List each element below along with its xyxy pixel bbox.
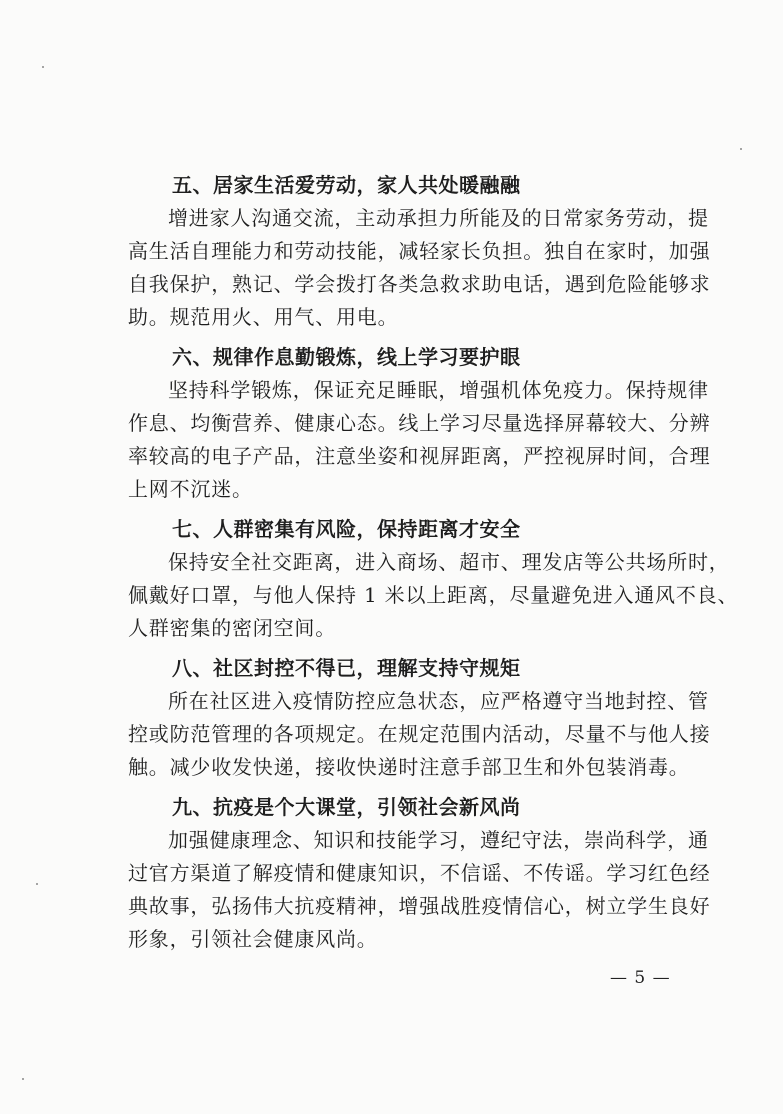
section-heading: 九、抗疫是个大课堂，引领社会新风尚 (172, 795, 521, 819)
section-8 (128, 652, 711, 784)
section-7 (128, 513, 739, 645)
section-paragraph (128, 824, 711, 956)
paragraph-line: 佩戴好口罩，与他人保持 1 米以上距离，尽量避免进入通风不良、 (128, 583, 739, 607)
paragraph-line: 上网不沉迷。 (128, 477, 253, 501)
paragraph-line: 触。减少收发快递，接收快递时注意手部卫生和外包装消毒。 (128, 755, 690, 779)
paragraph-line: 保持安全社交距离，进入商场、超市、理发店等公共场所时， (168, 550, 730, 574)
paragraph-line: 过官方渠道了解疫情和健康知识，不信谣、不传谣。学习红色经 (128, 861, 711, 885)
paragraph-line: 坚持科学锻炼，保证充足睡眠，增强机体免疫力。保持规律 (168, 378, 709, 402)
paragraph-line: 形象，引领社会健康风尚。 (128, 927, 378, 951)
paragraph-line: 控或防范管理的各项规定。在规定范围内活动，尽量不与他人接 (128, 722, 711, 746)
section-paragraph (128, 546, 739, 645)
paragraph-line: 自我保护，熟记、学会拨打各类急救求助电话，遇到危险能够求 (128, 272, 711, 296)
paragraph-line: 人群密集的密闭空间。 (128, 616, 336, 640)
paragraph-line: 典故事，弘扬伟大抗疫精神，增强战胜疫情信心，树立学生良好 (128, 894, 711, 918)
scan-speck (36, 883, 38, 885)
paragraph-line: 增进家人沟通交流，主动承担力所能及的日常家务劳动，提 (168, 206, 709, 230)
section-9 (128, 791, 711, 956)
section-paragraph (128, 202, 711, 334)
section-heading: 七、人群密集有风险，保持距离才安全 (172, 517, 521, 541)
section-heading: 六、规律作息勤锻炼，线上学习要护眼 (172, 345, 521, 369)
paragraph-line: 加强健康理念、知识和技能学习，遵纪守法，崇尚科学，通 (168, 828, 709, 852)
paragraph-line: 所在社区进入疫情防控应急状态，应严格遵守当地封控、管 (168, 689, 709, 713)
section-heading: 五、居家生活爱劳动，家人共处暖融融 (172, 173, 521, 197)
document-body (128, 162, 739, 956)
paragraph-line: 助。规范用火、用气、用电。 (128, 305, 399, 329)
section-5 (128, 169, 711, 334)
section-paragraph (128, 685, 711, 784)
section-heading: 八、社区封控不得已，理解支持守规矩 (172, 656, 521, 680)
section-6 (128, 341, 711, 506)
scan-speck (42, 66, 44, 68)
paragraph-line: 作息、均衡营养、健康心态。线上学习尽量选择屏幕较大、分辨 (128, 411, 711, 435)
paragraph-line: 高生活自理能力和劳动技能，减轻家长负担。独自在家时，加强 (128, 239, 711, 263)
scan-speck (22, 1078, 24, 1080)
page-number: — 5 — (610, 968, 671, 988)
paragraph-line: 率较高的电子产品，注意坐姿和视屏距离，严控视屏时间，合理 (128, 444, 711, 468)
scan-speck (740, 148, 742, 150)
section-paragraph (128, 374, 711, 506)
